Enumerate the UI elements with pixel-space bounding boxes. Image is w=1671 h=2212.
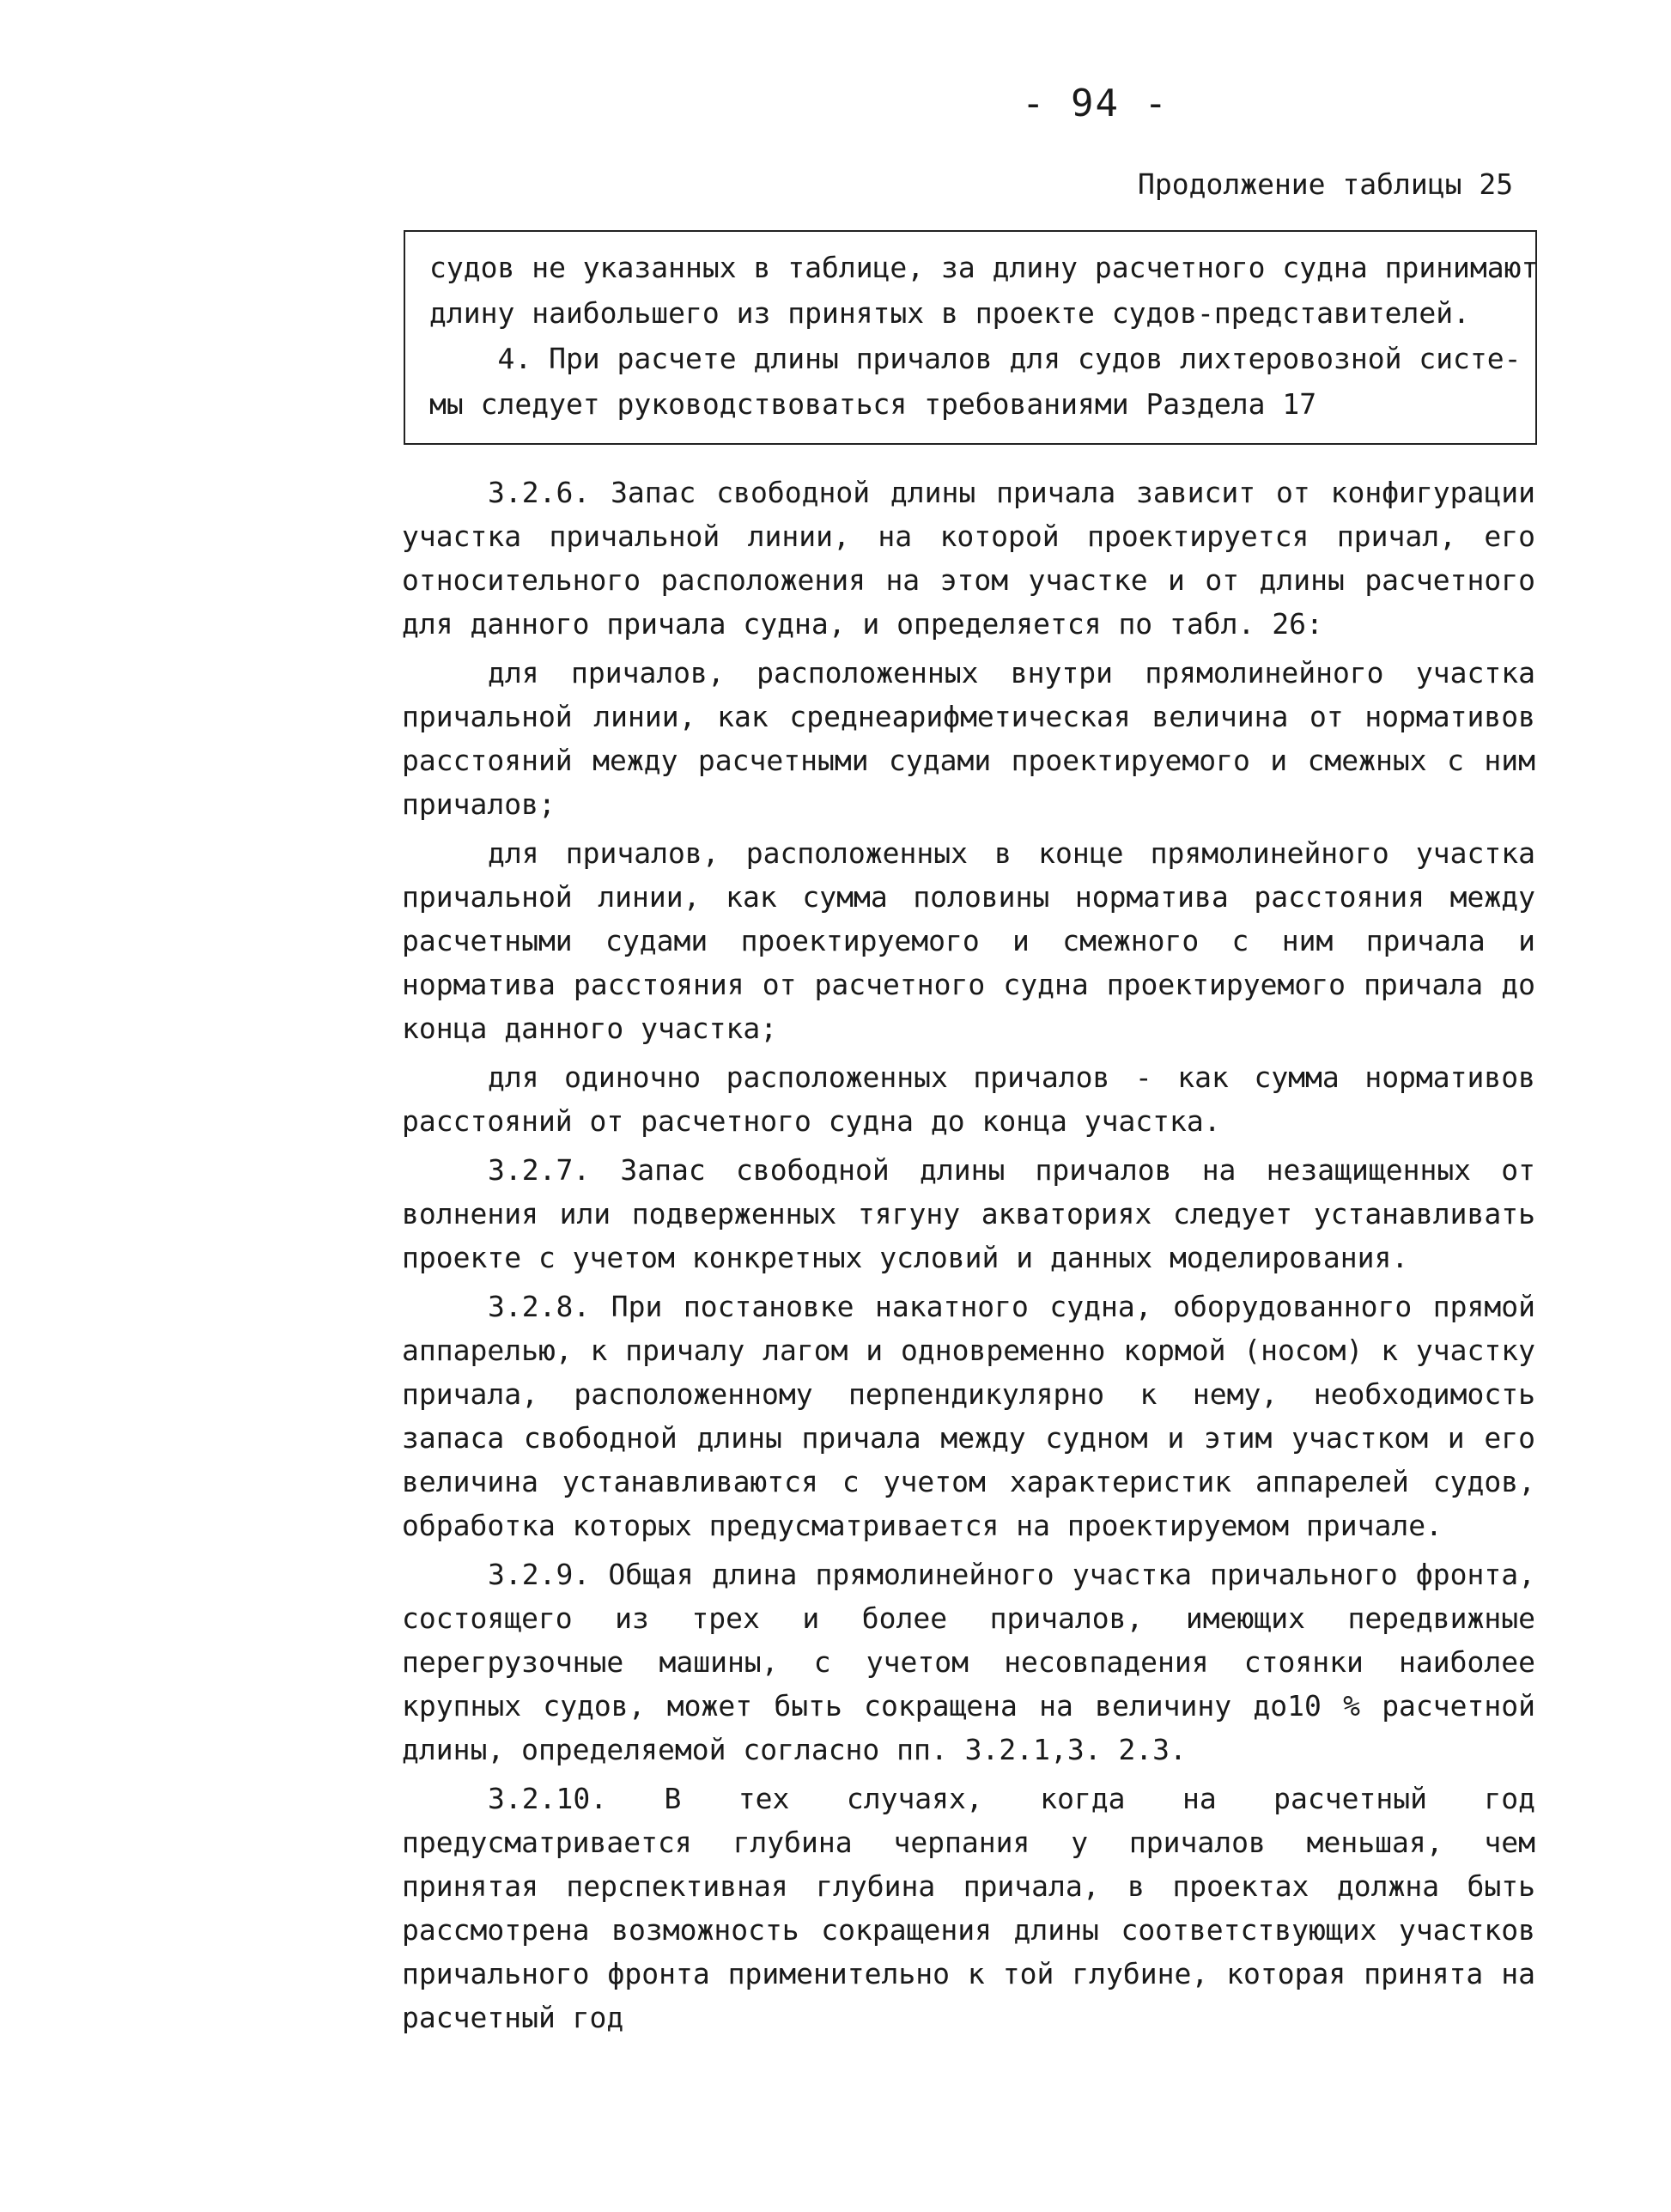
paragraph-3-2-9: 3.2.9. Общая длина прямолинейного участка причального фронта, состоящего из трех и более причалов, имеющих передвижные перегрузочные машины, с учетом несовпадения стоянки наиболее крупных судов, может быть сокращена на величину до10 % расчетной длины, определяемой согласно пп. 3.2.1,3. 2.3. — [402, 1558, 1535, 1766]
paragraph-3-2-8: 3.2.8. При постановке накатного судна, оборудованного прямой аппарелью, к причалу лагом и одновременно кормой (носом) к участку причала, расположенному перпендикулярно к нему, необходимость запаса свободной длины причала между судном и этим участком и его величина устанавливаются с учетом характеристик аппарелей судов, обработка которых предусматривается на проектируемом причале. — [402, 1290, 1535, 1542]
body-text — [402, 471, 1535, 2045]
paragraph-single-berths: для одиночно расположенных причалов - как сумма нормативов расстояний от расчетного судна до конца участка. — [402, 1060, 1535, 1138]
note-line: 4. При расчете длины причалов для судов лихтеровозной систе- — [429, 342, 1522, 375]
paragraph-3-2-7: 3.2.7. Запас свободной длины причалов на незащищенных от волнения или подверженных тягуну акваториях следует устанавливать проекте с учетом конкретных условий и данных моделирования. — [402, 1153, 1535, 1274]
page-number: - 94 - — [1022, 82, 1169, 125]
paragraph-3-2-6: 3.2.6. Запас свободной длины причала зависит от конфигурации участка причальной линии, на которой проектируется причал, его относительного расположения на этом участке и от длины расчетного для данного причала судна, и определяется по табл. 26: — [402, 476, 1535, 641]
table-note-box — [404, 230, 1537, 445]
note-line: мы следует руководствоваться требованиями Раздела 17 — [429, 387, 1317, 421]
paragraph-end-berths: для причалов, расположенных в конце прямолинейного участка причальной линии, как сумма половины норматива расстояния между расчетными судами проектируемого и смежного с ним причала и норматива расстояния от расчетного судна проектируемого причала до конца данного участка; — [402, 836, 1535, 1045]
table-continuation-caption: Продолжение таблицы 25 — [1138, 167, 1514, 201]
paragraph-inner-berths: для причалов, расположенных внутри прямолинейного участка причальной линии, как среднеарифметическая величина от нормативов расстояний между расчетными судами проектируемого и смежных с ним причалов; — [402, 656, 1535, 821]
note-line: длину наибольшего из принятых в проекте судов-представителей. — [429, 296, 1470, 330]
note-line: судов не указанных в таблице, за длину расчетного судна принимают — [429, 251, 1539, 284]
paragraph-3-2-10: 3.2.10. В тех случаях, когда на расчетный год предусматривается глубина черпания у причалов меньшая, чем принятая перспективная глубина причала, в проектах должна быть рассмотрена возможность сокращения длины соответствующих участков причального фронта применительно к той глубине, которая принята на расчетный год — [402, 1782, 1535, 2034]
